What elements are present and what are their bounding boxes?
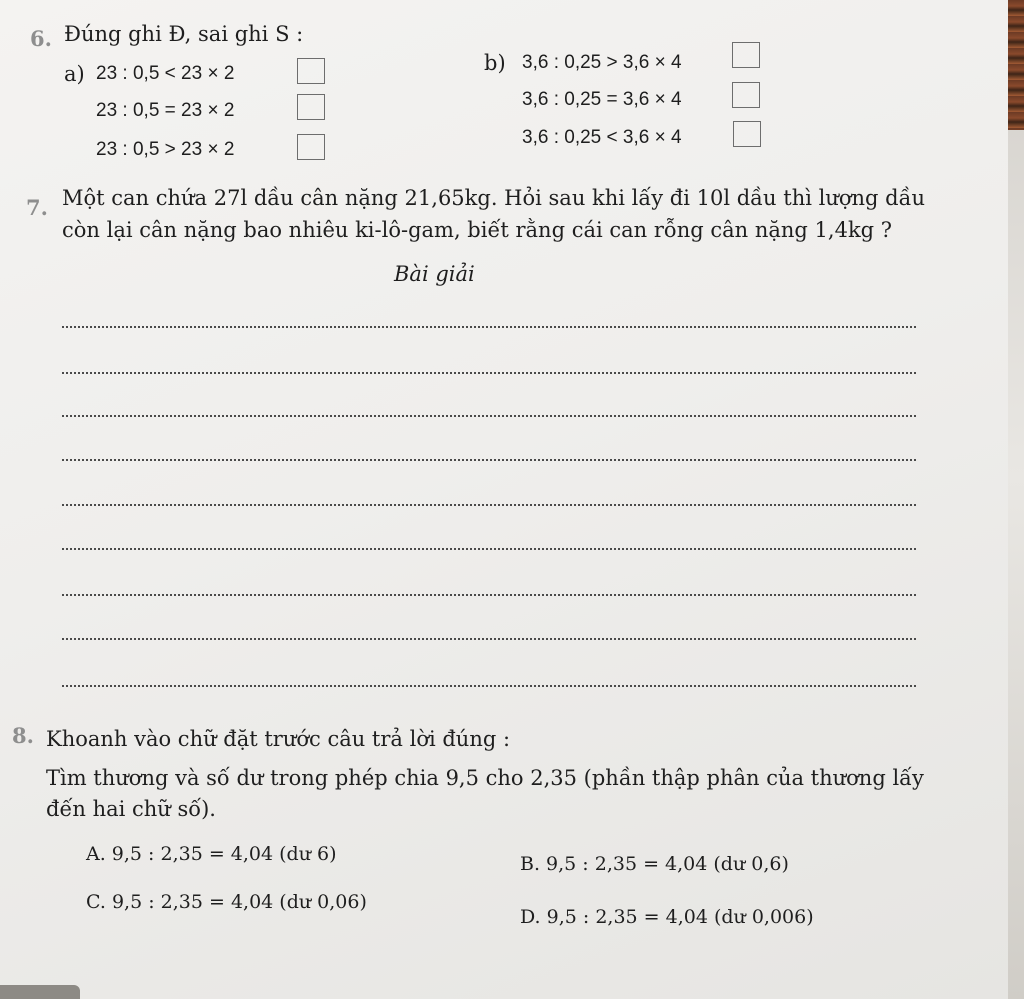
q7-number: 7. (26, 195, 48, 220)
option-b[interactable]: B. 9,5 : 2,35 = 4,04 (dư 0,6) (520, 853, 789, 875)
answer-line-5[interactable] (62, 504, 916, 506)
q6-a-label: a) (64, 62, 85, 86)
answer-line-1[interactable] (62, 326, 916, 328)
answer-line-8[interactable] (62, 638, 916, 640)
answer-line-4[interactable] (62, 459, 916, 461)
q6-a-item-3: 23 : 0,5 > 23 × 2 (96, 139, 235, 160)
q6-a-item-1: 23 : 0,5 < 23 × 2 (96, 63, 235, 84)
answer-line-3[interactable] (62, 415, 916, 417)
answer-box-a3[interactable] (297, 134, 325, 160)
q6-b-label: b) (484, 51, 506, 75)
answer-line-7[interactable] (62, 594, 916, 596)
q8-number: 8. (12, 723, 34, 748)
q7-line-2: còn lại cân nặng bao nhiêu ki-lô-gam, biết rằng cái can rỗng cân nặng 1,4kg ? (62, 218, 893, 242)
option-d[interactable]: D. 9,5 : 2,35 = 4,04 (dư 0,006) (520, 906, 814, 928)
q6-b-item-1: 3,6 : 0,25 > 3,6 × 4 (522, 52, 682, 73)
solution-heading: Bài giải (394, 262, 475, 286)
answer-box-a1[interactable] (297, 58, 325, 84)
answer-line-2[interactable] (62, 372, 916, 374)
answer-box-b2[interactable] (732, 82, 760, 108)
q8-line-1: Tìm thương và số dư trong phép chia 9,5 cho 2,35 (phần thập phân của thương lấy (46, 766, 924, 790)
option-a[interactable]: A. 9,5 : 2,35 = 4,04 (dư 6) (86, 843, 337, 865)
q6-title: Đúng ghi Đ, sai ghi S : (64, 22, 304, 46)
q6-b-item-3: 3,6 : 0,25 < 3,6 × 4 (522, 127, 682, 148)
answer-line-9[interactable] (62, 685, 916, 687)
page-shadow (0, 985, 80, 999)
q8-line-2: đến hai chữ số). (46, 797, 216, 821)
background-edge (1008, 130, 1024, 999)
q6-b-item-2: 3,6 : 0,25 = 3,6 × 4 (522, 89, 682, 110)
answer-line-6[interactable] (62, 548, 916, 550)
answer-box-a2[interactable] (297, 94, 325, 120)
answer-box-b3[interactable] (733, 121, 761, 147)
q8-title: Khoanh vào chữ đặt trước câu trả lời đúng : (46, 727, 511, 751)
q6-number: 6. (30, 26, 52, 51)
q6-a-item-2: 23 : 0,5 = 23 × 2 (96, 100, 235, 121)
answer-box-b1[interactable] (732, 42, 760, 68)
q7-line-1: Một can chứa 27l dầu cân nặng 21,65kg. Hỏi sau khi lấy đi 10l dầu thì lượng dầu (62, 186, 925, 210)
option-c[interactable]: C. 9,5 : 2,35 = 4,04 (dư 0,06) (86, 891, 367, 913)
